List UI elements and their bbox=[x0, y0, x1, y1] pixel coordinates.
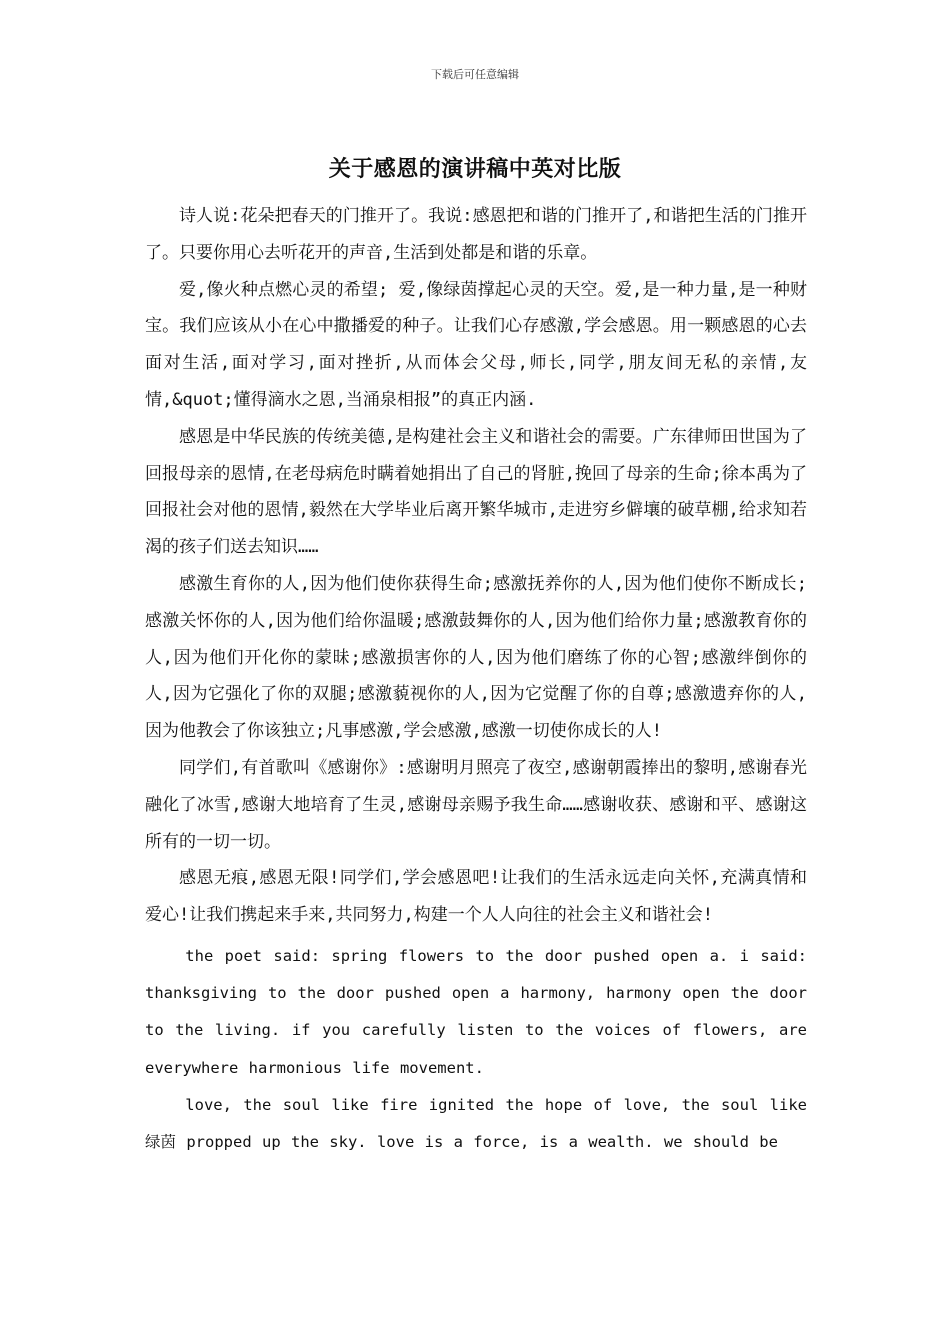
paragraph-cn-3: 感恩是中华民族的传统美德,是构建社会主义和谐社会的需要。广东律师田世国为了回报母亲的恩情,在老母病危时瞒着她捐出了自己的肾脏,挽回了母亲的生命;徐本禹为了回报社会对他的恩情,毅然在大学毕业后离开繁华城市,走进穷乡僻壤的破草棚,给求知若渴的孩子们送去知识…… bbox=[145, 426, 807, 558]
document-body bbox=[145, 198, 807, 1161]
document-title: 关于感恩的演讲稿中英对比版 bbox=[328, 157, 622, 182]
paragraph-en-2: love, the soul like fire ignited the hope of love, the soul like 绿茵 propped up the sky. love is a force, is a wealth. we should be bbox=[145, 1095, 807, 1151]
english-section bbox=[145, 938, 807, 1161]
paragraph-cn-6: 感恩无痕,感恩无限!同学们,学会感恩吧!让我们的生活永远走向关怀,充满真情和爱心!让我们携起来手来,共同努力,构建一个人人向往的社会主义和谐社会! bbox=[145, 868, 807, 926]
paragraph-cn-5: 同学们,有首歌叫《感谢你》:感谢明月照亮了夜空,感谢朝霞捧出的黎明,感谢春光融化了冰雪,感谢大地培育了生灵,感谢母亲赐予我生命……感谢收获、感谢和平、感谢这所有的一切一切。 bbox=[145, 757, 807, 852]
paragraph-en-1: the poet said: spring flowers to the door pushed open a. i said: thanksgiving to the door pushed open a harmony, harmony open the door to the living. if you carefully listen to the voices of flowers, are everywhere harmonious life movement. bbox=[145, 946, 807, 1077]
header-note: 下载后可任意编辑 bbox=[431, 68, 519, 81]
paragraph-cn-1: 诗人说:花朵把春天的门推开了。我说:感恩把和谐的门推开了,和谐把生活的门推开了。只要你用心去听花开的声音,生活到处都是和谐的乐章。 bbox=[145, 206, 807, 263]
paragraph-cn-4: 感激生育你的人,因为他们使你获得生命;感激抚养你的人,因为他们使你不断成长;感激关怀你的人,因为他们给你温暖;感激鼓舞你的人,因为他们给你力量;感激教育你的人,因为他们开化你的蒙昧;感激损害你的人,因为他们磨练了你的心智;感激绊倒你的人,因为它强化了你的双腿;感激藐视你的人,因为它觉醒了你的自尊;感激遗弃你的人,因为他教会了你该独立;凡事感激,学会感激,感激一切使你成长的人! bbox=[145, 573, 807, 742]
paragraph-cn-2: 爱,像火种点燃心灵的希望; 爱,像绿茵撑起心灵的天空。爱,是一种力量,是一种财宝。我们应该从小在心中撒播爱的种子。让我们心存感激,学会感恩。用一颗感恩的心去面对生活,面对学习,面对挫折,从而体会父母,师长,同学,朋友间无私的亲情,友情,&quot;懂得滴水之恩,当涌泉相报”的真正内涵. bbox=[145, 279, 807, 410]
